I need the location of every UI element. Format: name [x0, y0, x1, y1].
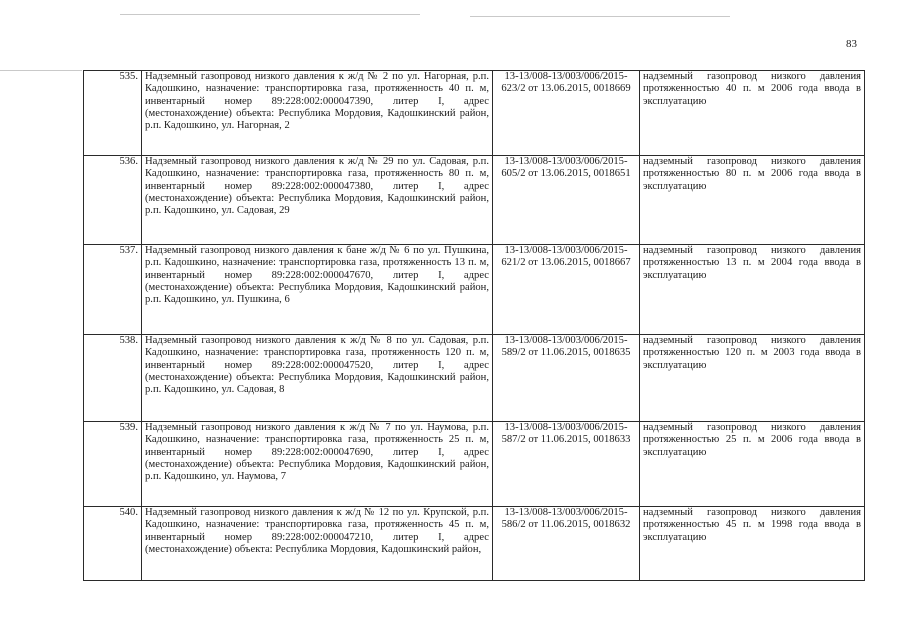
- table-row: [84, 245, 865, 335]
- row-number: 535.: [84, 71, 142, 156]
- table-row: [84, 71, 865, 156]
- property-registry-table: [83, 70, 865, 581]
- object-characteristics: надземный газопровод низкого давления протяженностью 13 п. м 2004 года ввода в эксплуатацию: [640, 245, 865, 335]
- row-number: 540.: [84, 507, 142, 581]
- scan-artifact-top: [120, 14, 420, 15]
- table-row: [84, 156, 865, 245]
- object-description: Надземный газопровод низкого давления к ж/д № 8 по ул. Садовая, р.п. Кадошкино, назначение: транспортировка газа, протяженность 120 п. м, инвентарный номер 89:228:002:000047520, литер I, адрес (местонахождение) объекта: Республика Мордовия, Кадошкинский район, р.п. Кадошкино, ул. Садовая, 8: [142, 335, 493, 422]
- object-description: Надземный газопровод низкого давления к ж/д № 29 по ул. Садовая, р.п. Кадошкино, назначение: транспортировка газа, протяженность 80 п. м, инвентарный номер 89:228:002:000047380, литер I, адрес (местонахождение) объекта: Республика Мордовия, Кадошкинский район, р.п. Кадошкино, ул. Садовая, 29: [142, 156, 493, 245]
- object-description: Надземный газопровод низкого давления к ж/д № 7 по ул. Наумова, р.п. Кадошкино, назначение: транспортировка газа, протяженность 25 п. м, инвентарный номер 89:228:002:000047690, литер I, адрес (местонахождение) объекта: Республика Мордовия, Кадошкинский район, р.п. Кадошкино, ул. Наумова, 7: [142, 422, 493, 507]
- row-number: 538.: [84, 335, 142, 422]
- row-number: 536.: [84, 156, 142, 245]
- object-description: Надземный газопровод низкого давления к бане ж/д № 6 по ул. Пушкина, р.п. Кадошкино, назначение: транспортировка газа, протяженность 13 п. м, инвентарный номер 89:228:002:000047670, литер I, адрес (местонахождение) объекта: Республика Мордовия, Кадошкинский район, р.п. Кадошкино, ул. Пушкина, 6: [142, 245, 493, 335]
- object-characteristics: надземный газопровод низкого давления протяженностью 40 п. м 2006 года ввода в эксплуатацию: [640, 71, 865, 156]
- object-description: Надземный газопровод низкого давления к ж/д № 12 по ул. Крупской, р.п. Кадошкино, назначение: транспортировка газа, протяженность 45 п. м, инвентарный номер 89:228:002:000047210, литер I, адрес (местонахождение) объекта: Республика Мордовия, Кадошкинский район,: [142, 507, 493, 581]
- scan-artifact-mid: [0, 70, 82, 71]
- object-characteristics: надземный газопровод низкого давления протяженностью 120 п. м 2003 года ввода в эксплуатацию: [640, 335, 865, 422]
- table-row: [84, 422, 865, 507]
- table-row: [84, 507, 865, 581]
- row-number: 539.: [84, 422, 142, 507]
- registration-record: 13-13/008-13/003/006/2015-605/2 от 13.06.2015, 0018651: [493, 156, 640, 245]
- registration-record: 13-13/008-13/003/006/2015-623/2 от 13.06.2015, 0018669: [493, 71, 640, 156]
- object-description: Надземный газопровод низкого давления к ж/д № 2 по ул. Нагорная, р.п. Кадошкино, назначение: транспортировка газа, протяженность 40 п. м, инвентарный номер 89:228:002:000047390, литер I, адрес (местонахождение) объекта: Республика Мордовия, Кадошкинский район, р.п. Кадошкино, ул. Нагорная, 2: [142, 71, 493, 156]
- registration-record: 13-13/008-13/003/006/2015-586/2 от 11.06.2015, 0018632: [493, 507, 640, 581]
- registration-record: 13-13/008-13/003/006/2015-621/2 от 13.06.2015, 0018667: [493, 245, 640, 335]
- row-number: 537.: [84, 245, 142, 335]
- table-row: [84, 335, 865, 422]
- object-characteristics: надземный газопровод низкого давления протяженностью 25 п. м 2006 года ввода в эксплуатацию: [640, 422, 865, 507]
- object-characteristics: надземный газопровод низкого давления протяженностью 80 п. м 2006 года ввода в эксплуатацию: [640, 156, 865, 245]
- registration-record: 13-13/008-13/003/006/2015-587/2 от 11.06.2015, 0018633: [493, 422, 640, 507]
- registration-record: 13-13/008-13/003/006/2015-589/2 от 11.06.2015, 0018635: [493, 335, 640, 422]
- object-characteristics: надземный газопровод низкого давления протяженностью 45 п. м 1998 года ввода в эксплуатацию: [640, 507, 865, 581]
- page-number: 83: [846, 38, 857, 50]
- scan-artifact-top-right: [470, 16, 730, 17]
